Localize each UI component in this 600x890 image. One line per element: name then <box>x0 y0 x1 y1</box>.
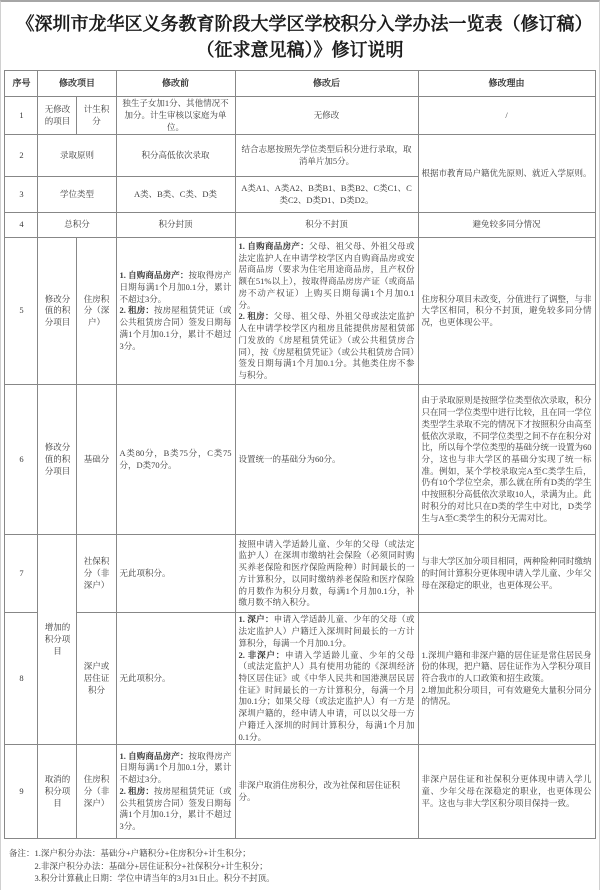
row2-after: 结合志愿按照先学位类型后积分进行录取，取消单片加5分。 <box>235 135 418 177</box>
row4-no: 4 <box>5 213 38 238</box>
table-row <box>5 613 595 745</box>
row8-sub: 深户或居住证积分 <box>77 613 116 745</box>
row7-reason: 与非大学区加分项目相同，两种险种同时缴纳的时间计算积分更体现申请入学儿童、少年父母在深稳定的职业，也更体现公平。 <box>418 535 595 613</box>
row1-reason: / <box>418 97 595 135</box>
table-row <box>5 97 595 135</box>
row4-reason: 避免较多同分情况 <box>418 213 595 238</box>
footnote-2: 2.非深户积分办法：基础分+居住证积分+社保积分+计生积分； <box>34 860 268 871</box>
row5-after-item2-label: 2. 租房： <box>238 311 274 322</box>
table-row <box>5 135 595 177</box>
row1-sub: 计生积分 <box>77 97 116 135</box>
row3-after: A类A1、A类A2、B类B1、B类B2、C类C1、C类C2、D类D1、D类D2。 <box>235 177 418 213</box>
row8-after-item2-label: 2. 非深户： <box>238 649 286 660</box>
footnotes-lines <box>35 847 275 884</box>
row5-before-item1-label: 1. 自购商品房产： <box>119 270 189 281</box>
row4-before: 积分封顶 <box>116 213 235 238</box>
table-row <box>5 238 595 385</box>
row7-after: 按照申请入学适龄儿童、少年的父母（或法定监护人）在深圳市缴纳社会保险（必须同时购买养老保险和医疗保险两险种）时间最长的一方计算积分，以同时缴纳养老保险和医疗保险的月数作为积分月数，每满1个月加0.1分，补缴月数不纳入积分。 <box>235 535 418 613</box>
footnotes <box>9 847 599 884</box>
row3-item: 学位类型 <box>38 177 116 213</box>
row6-item: 修改分值的积分项目 <box>38 385 77 535</box>
row7-8-item: 增加的积分项目 <box>38 535 77 745</box>
row9-before-item2-label: 2. 租房： <box>119 785 154 796</box>
row8-reason-item2: 2.增加此积分项目，可有效避免大量积分同分的情况。 <box>421 684 592 707</box>
table-row <box>5 213 595 238</box>
revision-table <box>4 70 595 839</box>
row9-reason: 非深户居住证和社保积分更体现申请入学儿童、少年父母在深稳定的职业，也更体现公平。这也与非大学区积分项目保持一致。 <box>418 745 595 839</box>
row7-before: 无此项积分。 <box>116 535 235 613</box>
row1-no: 1 <box>5 97 38 135</box>
row2-before: 积分高低依次录取 <box>116 135 235 177</box>
row5-before-item2-text: 按房屋租赁凭证（或公共租赁房合同）签发日期每满1个月加0.1分，累计不超过3分。 <box>119 305 232 351</box>
row7-sub: 社保积分（非深户） <box>77 535 116 613</box>
col-header-reason: 修改理由 <box>418 71 595 97</box>
col-header-item: 修改项目 <box>38 71 116 97</box>
row8-after-item1-label: 1. 深户： <box>238 614 274 625</box>
row5-after-item1-label: 1. 自购商品房产： <box>238 241 310 252</box>
row5-item: 修改分值的积分项目 <box>38 238 77 385</box>
footnotes-label: 备注： <box>9 848 35 859</box>
row2-no: 2 <box>5 135 38 177</box>
footnote-1: 1.深户积分办法：基础分+户籍积分+住房积分+计生积分； <box>34 848 251 859</box>
row7-no: 7 <box>5 535 38 613</box>
row9-after: 非深户取消住房积分，改为社保和居住证积分。 <box>235 745 418 839</box>
row5-before <box>116 238 235 385</box>
row8-after-item1-text: 申请入学适龄儿童、少年的父母（或法定监护人）户籍迁入深圳时间最长的一方计算积分，每满一个月加0.1分。 <box>238 614 415 648</box>
row2-3-reason: 根据市教育局户籍优先原则、就近入学原则。 <box>418 135 595 213</box>
col-header-before: 修改前 <box>116 71 235 97</box>
row8-no: 8 <box>5 613 38 745</box>
row9-no: 9 <box>5 745 38 839</box>
row1-before: 独生子女加1分、其他情况不加分。计生审核以家庭为单位。 <box>116 97 235 135</box>
row5-reason: 住房积分项目未改变，分值进行了调整，与非大学区相同，积分不封顶，避免较多同分情况，也更体现公平。 <box>418 238 595 385</box>
row1-item: 无修改的项目 <box>38 97 77 135</box>
row5-after <box>235 238 418 385</box>
row3-no: 3 <box>5 177 38 213</box>
row9-before-item1-label: 1. 自购商品房产： <box>119 750 189 761</box>
row8-after <box>235 613 418 745</box>
row6-reason: 由于录取原则是按照学位类型依次录取，积分只在同一学位类型中进行比较，且在同一学位类型学生录取不完的情况下才按照积分由高至低依次录取，不同学位类型之间不存在积分对比，所以每个学位类型的基础分统一设置为60分，这也与非大学区的基础分实现了统一标准。例如，某个学校录取完A至C类学生后，仍有10个学位空余，那么就在所有D类的学生中按照积分高低依次录取10人，录满为止。此时积分的对比只在D类的学生中对比，D类学生与A至C类学生的积分无需对比。 <box>418 385 595 535</box>
row9-sub: 住房积分（非深户） <box>77 745 116 839</box>
row6-no: 6 <box>5 385 38 535</box>
col-header-after: 修改后 <box>235 71 418 97</box>
row4-after: 积分不封顶 <box>235 213 418 238</box>
row8-before: 无此项积分。 <box>116 613 235 745</box>
row3-before: A类、B类、C类、D类 <box>116 177 235 213</box>
row9-before-item2-text: 按房屋租赁凭证（或公共租赁房合同）签发日期每满1个月加0.1分，累计不超过3分。 <box>119 785 232 832</box>
table-row <box>5 535 595 613</box>
row8-reason <box>418 613 595 745</box>
row9-item: 取消的积分项目 <box>38 745 77 839</box>
col-header-no: 序号 <box>5 71 38 97</box>
row5-before-item2-label: 2. 租房： <box>119 305 154 316</box>
row6-sub: 基础分 <box>77 385 116 535</box>
row6-after: 设置统一的基础分为60分。 <box>235 385 418 535</box>
footnote-3: 3.积分计算截止日期：学位申请当年的3月31日止。积分不封顶。 <box>34 872 275 883</box>
row5-sub: 住房积分（深户） <box>77 238 116 385</box>
row4-item: 总积分 <box>38 213 116 238</box>
header-row <box>5 71 595 97</box>
row8-after-item2-text: 申请入学适龄儿童、少年的父母（或法定监护人）具有使用功能的《深圳经济特区居住证》或《中华人民共和国港澳居民居住证》时间最长的一方计算积分，每满一个月加0.1分；如果父母（或法定监护人）有一方是深圳户籍的，经申请人申请，可以以父母一方户籍迁入深圳的时间计算积分，每满1个月加0.1分。 <box>238 649 415 742</box>
row5-before-item1-text: 按取得房产日期每满1个月加0.1分，累计不超过3分。 <box>119 270 232 304</box>
row5-after-item1-text: 父母、祖父母、外祖父母或法定监护人在申请学校学区内自购商品房或安居商品房（要求为住宅用途商品房，且产权份额在51%以上），按取得商品房房产证（或商品房不动产权证）上购买日期每满1个月加0.1分。 <box>238 241 415 310</box>
table-row <box>5 745 595 839</box>
row9-before <box>116 745 235 839</box>
row9-before-item1-text: 按取得房产日期每满1个月加0.1分，累计不超过3分。 <box>119 750 232 785</box>
row5-after-item2-text: 父母、祖父母、外祖父母或法定监护人在申请学校学区内租房且能提供房屋租赁部门发放的《房屋租赁凭证》（或公共租赁房合同），按《房屋租赁凭证》（或公共租赁房合同）签发日期每满1个月加0.1分。其他类住房不参与积分。 <box>238 311 415 380</box>
row8-reason-item1: 1.深圳户籍和非深户籍的居住证是常住居民身份的体现，把户籍、居住证作为入学积分项目符合我市的人口政策和招生政策。 <box>421 649 592 683</box>
row6-before: A类80分，B类75分，C类75分，D类70分。 <box>116 385 235 535</box>
row1-after: 无修改 <box>235 97 418 135</box>
row5-no: 5 <box>5 238 38 385</box>
page-title: 《深圳市龙华区义务教育阶段大学区学校积分入学办法一览表（修订稿）（征求意见稿）》修订说明 <box>16 14 584 61</box>
table-row <box>5 385 595 535</box>
row2-item: 录取原则 <box>38 135 116 177</box>
